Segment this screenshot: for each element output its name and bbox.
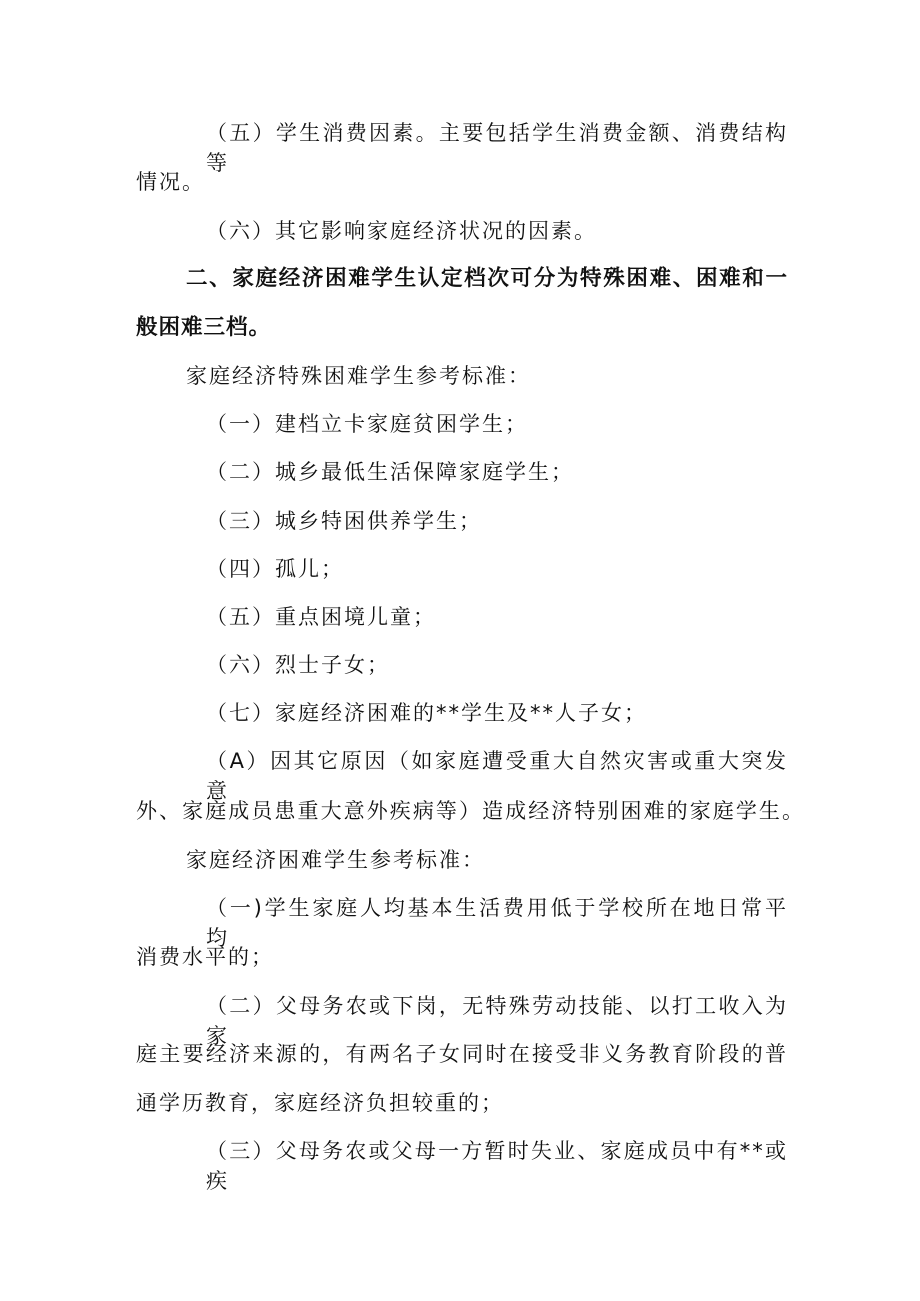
list-item: （四）孤儿； [206, 557, 344, 581]
paragraph-line: 情况。 [136, 170, 205, 194]
list-item: （一）建档立卡家庭贫困学生； [206, 412, 528, 436]
paragraph-line: 庭主要经济来源的，有两名子女同时在接受非义务教育阶段的普 [136, 1042, 788, 1066]
list-item: （A）因其它原因（如家庭遭受重大自然灾害或重大突发意 [206, 749, 788, 803]
section-heading: 二、家庭经济困难学生认定档次可分为特殊困难、困难和一 [186, 266, 788, 291]
list-item: （二）城乡最低生活保障家庭学生； [206, 460, 574, 484]
list-item: （二）父母务农或下岗，无特殊劳动技能、以打工收入为家 [206, 994, 788, 1048]
paragraph-line: 消费水平的； [136, 945, 274, 969]
list-item: （五）重点困境儿童； [206, 605, 436, 629]
section-heading: 般困难三档。 [136, 315, 272, 340]
paragraph-line: （六）其它影响家庭经济状况的因素。 [206, 219, 597, 243]
paragraph-line: 通学历教育，家庭经济负担较重的； [136, 1091, 504, 1115]
list-item: （六）烈士子女； [206, 653, 390, 677]
list-item: （三）父母务农或父母一方暂时失业、家庭成员中有**或疾 [206, 1139, 788, 1193]
list-item: （七）家庭经济困难的**学生及**人子女； [206, 701, 647, 725]
paragraph-line: 外、家庭成员患重大意外疾病等）造成经济特别困难的家庭学生。 [136, 799, 804, 823]
list-item: （三）城乡特困供养学生； [206, 509, 482, 533]
paragraph-line: 家庭经济特殊困难学生参考标准： [186, 364, 531, 388]
list-item: （一)学生家庭人均基本生活费用低于学校所在地日常平均 [206, 896, 788, 950]
paragraph-line: 家庭经济困难学生参考标准： [186, 848, 485, 872]
paragraph-line: （五）学生消费因素。主要包括学生消费金额、消费结构等 [206, 121, 788, 175]
